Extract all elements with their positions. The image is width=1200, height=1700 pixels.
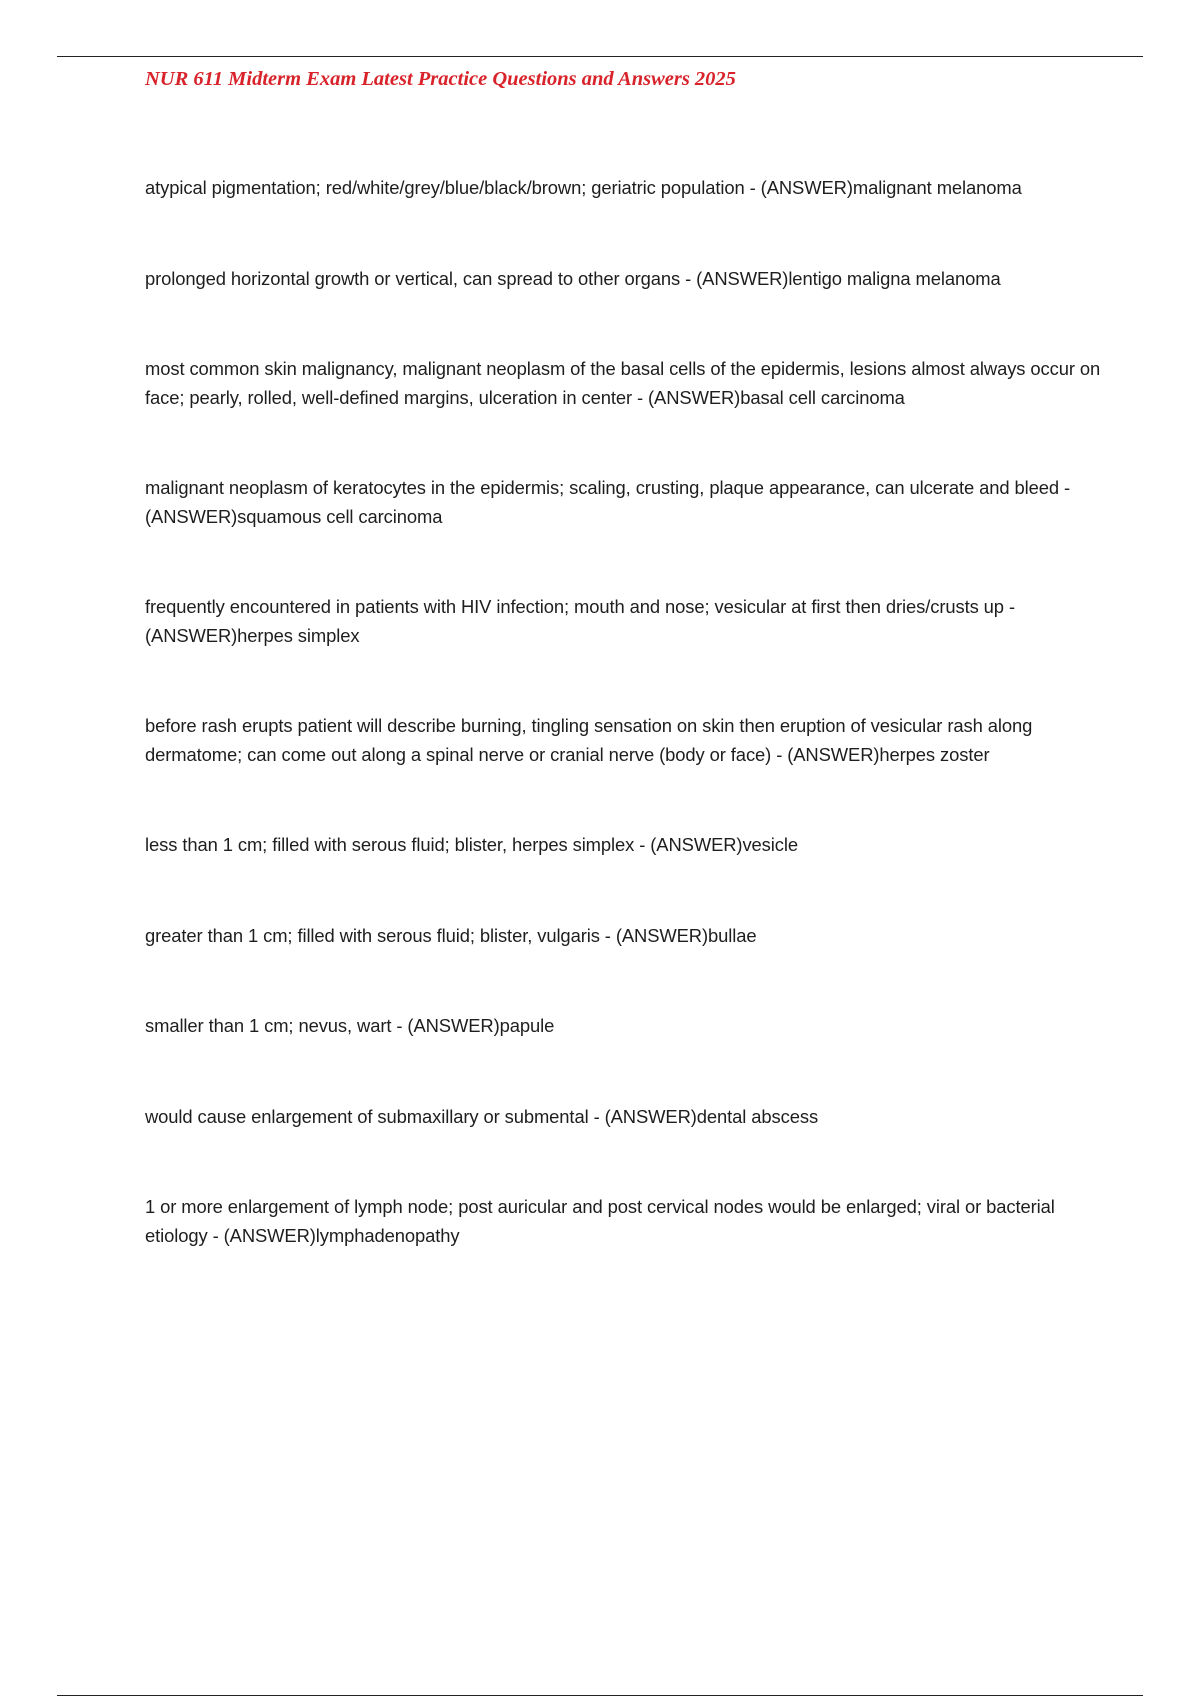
qa-item: smaller than 1 cm; nevus, wart - (ANSWER)papule — [145, 1015, 555, 1036]
qa-item: most common skin malignancy, malignant neoplasm of the basal cells of the epidermis, lesions almost always occur on face; pearly, rolled, well-defined margins, ulceration in center - (ANSWER)basal cell carcinoma — [145, 358, 1101, 408]
qa-item: atypical pigmentation; red/white/grey/blue/black/brown; geriatric population - (ANSWER)malignant melanoma — [145, 177, 1022, 198]
top-divider — [57, 56, 1143, 57]
qa-item: less than 1 cm; filled with serous fluid; blister, herpes simplex - (ANSWER)vesicle — [145, 834, 798, 855]
qa-list — [145, 174, 1105, 1312]
qa-item: 1 or more enlargement of lymph node; post auricular and post cervical nodes would be enlarged; viral or bacterial etiology - (ANSWER)lymphadenopathy — [145, 1196, 1055, 1246]
qa-item: before rash erupts patient will describe burning, tingling sensation on skin then eruption of vesicular rash along dermatome; can come out along a spinal nerve or cranial nerve (body or face) - (ANSWER)herpes zoster — [145, 715, 1033, 765]
qa-item: prolonged horizontal growth or vertical, can spread to other organs - (ANSWER)lentigo maligna melanoma — [145, 267, 1001, 289]
qa-item: would cause enlargement of submaxillary or submental - (ANSWER)dental abscess — [145, 1105, 819, 1127]
qa-item: greater than 1 cm; filled with serous fluid; blister, vulgaris - (ANSWER)bullae — [145, 924, 757, 946]
bottom-divider — [57, 1695, 1143, 1696]
document-header: NUR 611 Midterm Exam Latest Practice Questions and Answers 2025 — [145, 68, 736, 90]
qa-item: malignant neoplasm of keratocytes in the epidermis; scaling, crusting, plaque appearance, can ulcerate and bleed - (ANSWER)squamous cell carcinoma — [145, 477, 1071, 527]
qa-item: frequently encountered in patients with HIV infection; mouth and nose; vesicular at first then dries/crusts up - (ANSWER)herpes simplex — [145, 596, 1015, 646]
